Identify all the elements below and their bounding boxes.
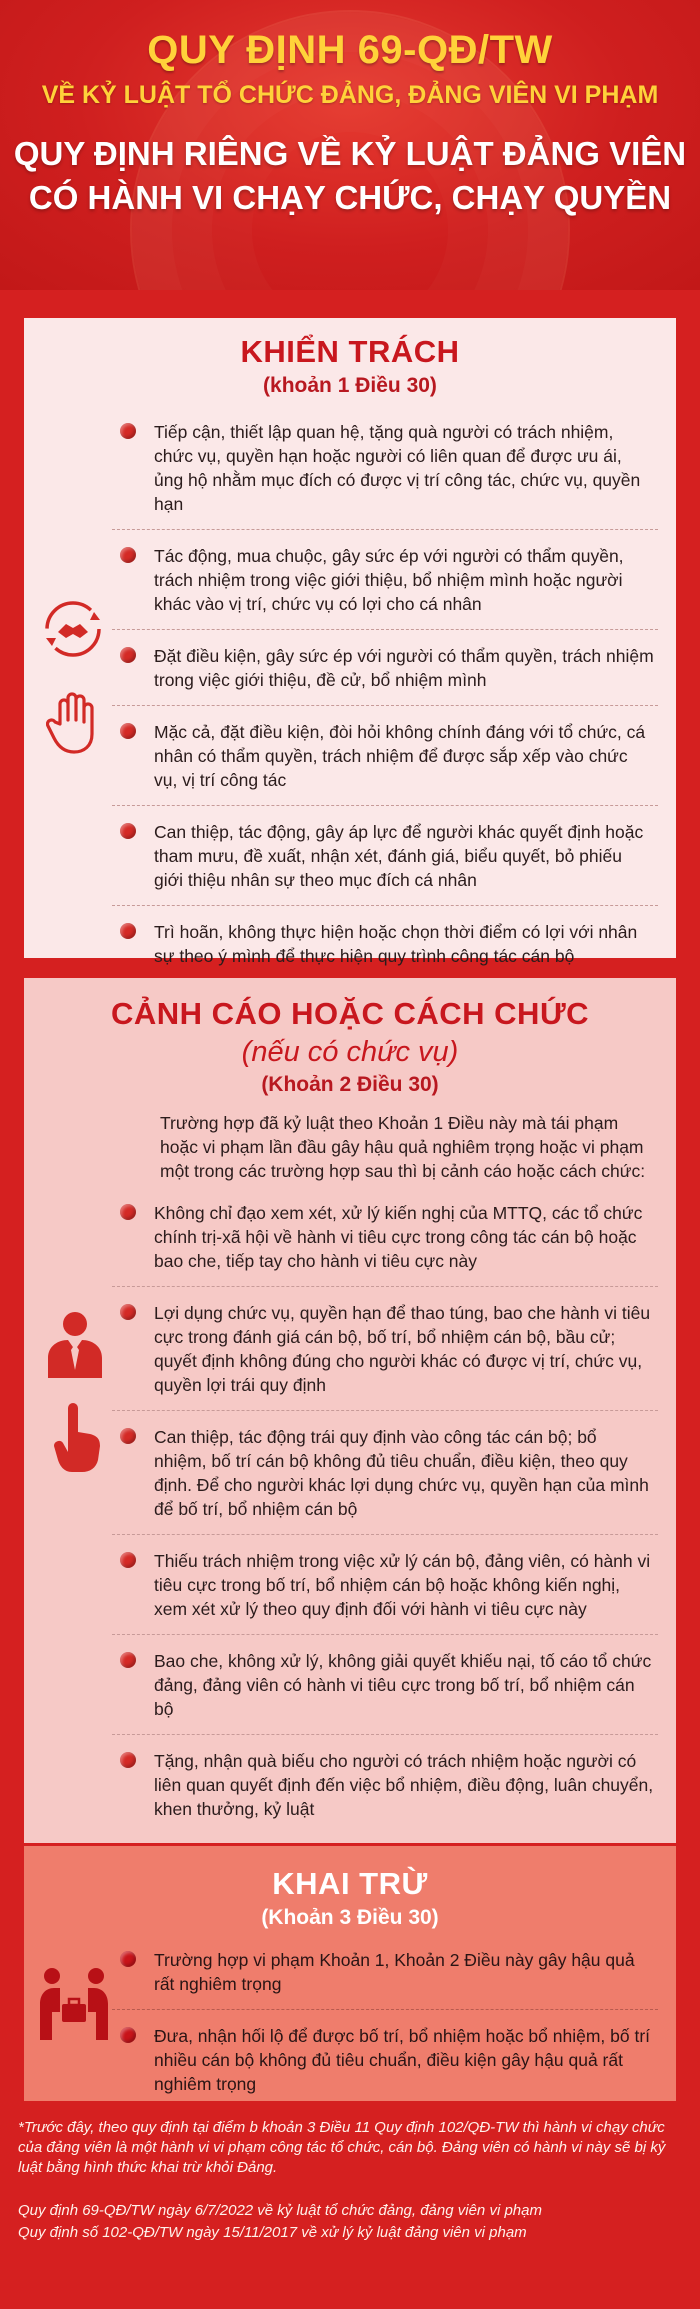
header-banner bbox=[0, 0, 700, 290]
list-item: Trường hợp vi phạm Khoản 1, Khoản 2 Điều này gây hậu quả rất nghiêm trọng bbox=[112, 1948, 658, 2010]
section-note: (nếu có chức vụ) bbox=[241, 1036, 459, 1068]
section-title: KHAI TRỪ bbox=[272, 1866, 428, 1901]
bullet-icon bbox=[120, 1552, 136, 1568]
section-expulsion bbox=[24, 1846, 676, 2101]
list-item: Can thiệp, tác động, gây áp lực để người khác quyết định hoặc tham mưu, đề xuất, nhận xét, đánh giá, biểu quyết, bỏ phiếu giới thiệu nhân sự theo mục đích cá nhân bbox=[112, 820, 658, 906]
section-intro: Trường hợp đã kỷ luật theo Khoản 1 Điều này mà tái phạm hoặc vi phạm lần đầu gây hậu quả nghiêm trọng hoặc vi phạm một trong các trường hợp sau thì bị cảnh cáo hoặc cách chức: bbox=[160, 1113, 646, 1181]
main-heading-line-2: CÓ HÀNH VI CHẠY CHỨC, CHẠY QUYỀN bbox=[28, 179, 672, 216]
bullet-icon bbox=[120, 547, 136, 563]
list-item: Đặt điều kiện, gây sức ép với người có thẩm quyền, trách nhiệm trong việc giới thiệu, đề cử, bổ nhiệm mình bbox=[112, 644, 658, 706]
reference-2: Quy định số 102-QĐ/TW ngày 15/11/2017 về xử lý kỷ luật đảng viên vi phạm bbox=[18, 2224, 527, 2241]
section-title: CẢNH CÁO HOẶC CÁCH CHỨC bbox=[110, 996, 590, 1031]
reprimand-list bbox=[112, 420, 658, 981]
main-heading bbox=[0, 132, 700, 220]
bullet-icon bbox=[120, 2027, 136, 2043]
warning-list bbox=[112, 1201, 658, 1834]
bribery-exchange-icon bbox=[36, 1964, 112, 2042]
bullet-icon bbox=[120, 1652, 136, 1668]
list-item: Mặc cả, đặt điều kiện, đòi hỏi không chính đáng với tổ chức, cá nhân có thẩm quyền, trách nhiệm để được sắp xếp vào chức vụ, vị trí công tác bbox=[112, 720, 658, 806]
list-item: Không chỉ đạo xem xét, xử lý kiến nghị của MTTQ, các tổ chức chính trị-xã hội về hành vi tiêu cực trong công tác cán bộ hoặc bao che, tiếp tay cho hành vi tiêu cực này bbox=[112, 1201, 658, 1287]
footer bbox=[18, 2118, 682, 2244]
section-reprimand bbox=[24, 318, 676, 966]
list-item: Tặng, nhận quà biếu cho người có trách nhiệm hoặc người có liên quan quyết định đến việc bổ nhiệm, điều động, luân chuyển, khen thưởng, kỷ luật bbox=[112, 1749, 658, 1834]
bullet-icon bbox=[120, 1204, 136, 1220]
section-subtitle: (khoản 1 Điều 30) bbox=[263, 374, 437, 397]
section-subtitle: (Khoản 2 Điều 30) bbox=[261, 1073, 439, 1096]
page-subtitle: VỀ KỶ LUẬT TỔ CHỨC ĐẢNG, ĐẢNG VIÊN VI PHẠM bbox=[41, 81, 659, 109]
pointing-hand-icon bbox=[50, 1402, 104, 1474]
footnote: *Trước đây, theo quy định tại điểm b khoản 3 Điều 11 Quy định 102/QĐ-TW thì hành vi chạy chức của đảng viên là một hành vi vi phạm công tác tổ chức, cán bộ. Đảng viên có hành vi này sẽ bị kỷ luật bằng hình thức khai trừ khỏi Đảng. bbox=[18, 2119, 666, 2176]
list-item: Lợi dụng chức vụ, quyền hạn để thao túng, bao che hành vi tiêu cực trong đánh giá cán bộ, bố trí, bổ nhiệm cán bộ, bầu cử; quyết định không đúng cho người khác có được vị trí, chức vụ, quyền lợi trái quy định bbox=[112, 1301, 658, 1411]
list-item: Tiếp cận, thiết lập quan hệ, tặng quà người có trách nhiệm, chức vụ, quyền hạn hoặc người có liên quan để được ưu ái, ủng hộ nhằm mục đích có được vị trí công tác, chức vụ, quyền hạn bbox=[112, 420, 658, 530]
bullet-icon bbox=[120, 723, 136, 739]
bullet-icon bbox=[120, 1752, 136, 1768]
section-title: KHIỂN TRÁCH bbox=[240, 334, 460, 369]
expulsion-list bbox=[112, 1948, 658, 2109]
reference-1: Quy định 69-QĐ/TW ngày 6/7/2022 về kỷ luật tổ chức đảng, đảng viên vi phạm bbox=[18, 2202, 542, 2219]
bullet-icon bbox=[120, 423, 136, 439]
bullet-icon bbox=[120, 1951, 136, 1967]
raised-hand-icon bbox=[46, 690, 102, 756]
section-subtitle: (Khoản 3 Điều 30) bbox=[261, 1906, 439, 1929]
list-item: Trì hoãn, không thực hiện hoặc chọn thời điểm có lợi với nhân sự theo ý mình để thực hiện quy trình công tác cán bộ bbox=[112, 920, 658, 981]
references bbox=[18, 2200, 682, 2244]
businessman-icon bbox=[42, 1308, 108, 1380]
handshake-cycle-icon bbox=[42, 598, 104, 660]
main-heading-line-1: QUY ĐỊNH RIÊNG VỀ KỶ LUẬT ĐẢNG VIÊN bbox=[13, 135, 687, 172]
list-item: Tác động, mua chuộc, gây sức ép với người có thẩm quyền, trách nhiệm trong việc giới thiệu, bổ nhiệm mình hoặc người khác vào vị trí, chức vụ có lợi cho cá nhân bbox=[112, 544, 658, 630]
list-item: Bao che, không xử lý, không giải quyết khiếu nại, tố cáo tổ chức đảng, đảng viên có hành vi tiêu cực trong bố trí, bổ nhiệm cán bộ bbox=[112, 1649, 658, 1735]
list-item: Đưa, nhận hối lộ để được bố trí, bổ nhiệm hoặc bổ nhiệm, bố trí nhiều cán bộ không đủ tiêu chuẩn, điều kiện gây hậu quả rất nghiêm trọng bbox=[112, 2024, 658, 2109]
bullet-icon bbox=[120, 1428, 136, 1444]
list-item: Thiếu trách nhiệm trong việc xử lý cán bộ, đảng viên, có hành vi tiêu cực trong bố trí, bổ nhiệm cán bộ hoặc không kiến nghị, xem xét xử lý theo quy định đối với hành vi tiêu cực này bbox=[112, 1549, 658, 1635]
list-item: Can thiệp, tác động trái quy định vào công tác cán bộ; bổ nhiệm, bố trí cán bộ không đủ tiêu chuẩn, điều kiện, theo quy định. Để cho người khác lợi dụng chức vụ, quyền hạn của mình để bố trí, bổ nhiệm cán bộ bbox=[112, 1425, 658, 1535]
bullet-icon bbox=[120, 923, 136, 939]
bullet-icon bbox=[120, 1304, 136, 1320]
bullet-icon bbox=[120, 647, 136, 663]
bullet-icon bbox=[120, 823, 136, 839]
page-title: QUY ĐỊNH 69-QĐ/TW bbox=[147, 28, 553, 72]
section-warning-dismissal bbox=[24, 978, 676, 1843]
